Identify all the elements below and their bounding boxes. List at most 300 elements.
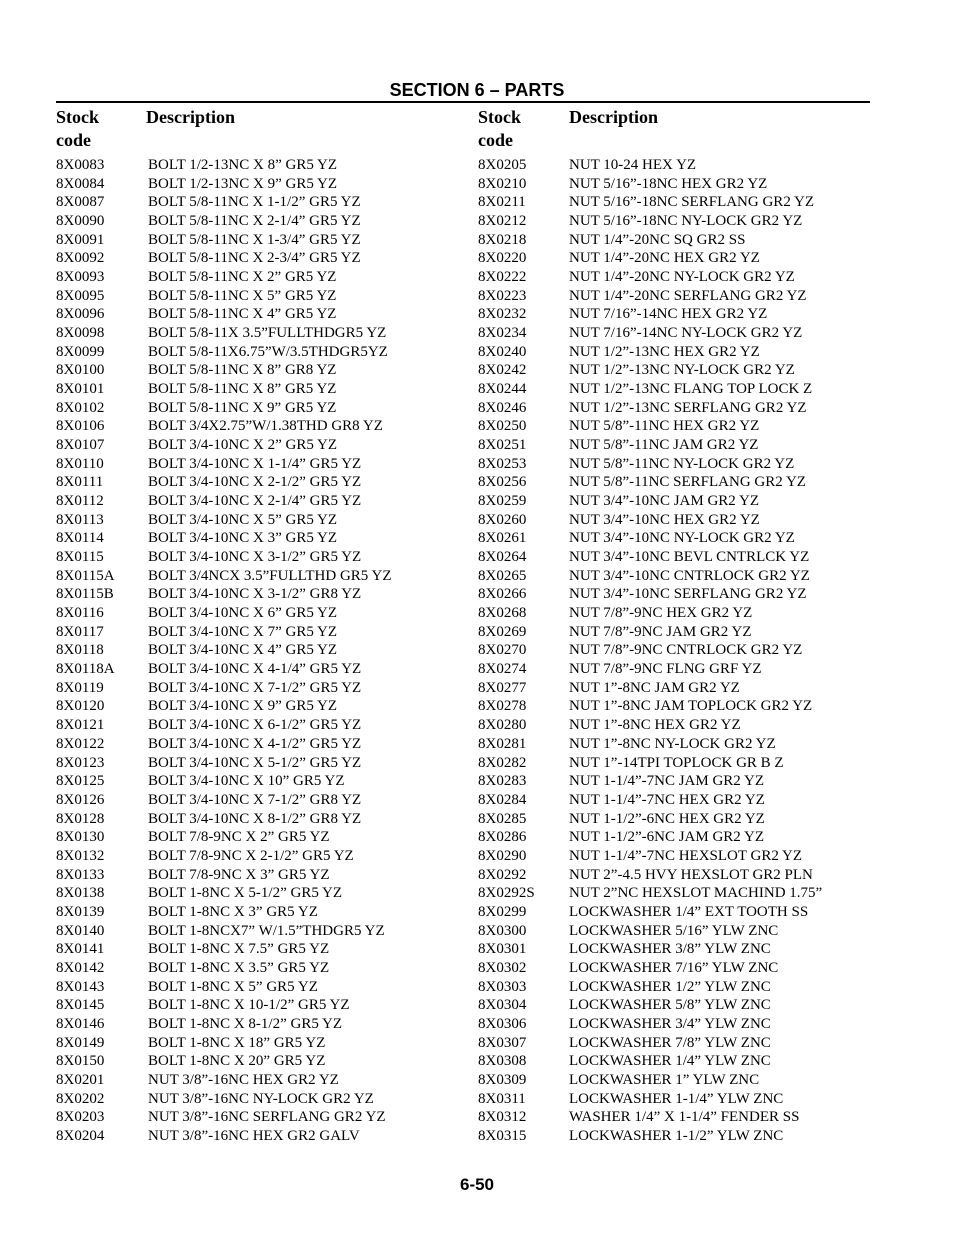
stock-code: 8X0268 (478, 605, 527, 622)
part-description: BOLT 1-8NC X 10-1/2” GR5 YZ (148, 997, 350, 1014)
stock-code: 8X0125 (56, 773, 105, 790)
part-row (56, 1127, 476, 1146)
stock-code: 8X0092 (56, 250, 105, 267)
part-row (56, 660, 476, 679)
part-description: BOLT 1-8NC X 3.5” GR5 YZ (148, 959, 330, 976)
part-row (56, 1071, 476, 1090)
stock-code: 8X0117 (56, 623, 104, 640)
part-description: BOLT 3/4-10NC X 7-1/2” GR8 YZ (148, 791, 362, 808)
part-row (478, 417, 870, 436)
stock-code: 8X0312 (478, 1109, 527, 1126)
stock-code: 8X0091 (56, 231, 105, 248)
part-row (478, 623, 870, 642)
stock-code: 8X0202 (56, 1090, 105, 1107)
part-description: LOCKWASHER 7/8” YLW ZNC (569, 1034, 771, 1051)
stock-code: 8X0123 (56, 754, 105, 771)
stock-code: 8X0234 (478, 325, 527, 342)
stock-code: 8X0259 (478, 493, 527, 510)
part-row (478, 287, 870, 306)
stock-code: 8X0107 (56, 437, 105, 454)
part-row (56, 1052, 476, 1071)
part-row (56, 1090, 476, 1109)
part-row (478, 567, 870, 586)
part-description: BOLT 5/8-11NC X 1-1/2” GR5 YZ (148, 194, 361, 211)
part-description: BOLT 5/8-11X6.75”W/3.5THDGR5YZ (148, 343, 388, 360)
part-row (478, 399, 870, 418)
part-description: NUT 5/8”-11NC HEX GR2 YZ (569, 418, 760, 435)
part-description: BOLT 1/2-13NC X 9” GR5 YZ (148, 175, 338, 192)
stock-code: 8X0308 (478, 1053, 527, 1070)
page-number: 6-50 (459, 1175, 495, 1194)
stock-code: 8X0146 (56, 1015, 105, 1032)
part-row (56, 1015, 476, 1034)
part-description: BOLT 5/8-11NC X 5” GR5 YZ (148, 287, 337, 304)
stock-code: 8X0132 (56, 847, 105, 864)
stock-code: 8X0084 (56, 175, 105, 192)
part-row (56, 324, 476, 343)
part-row (56, 791, 476, 810)
part-row (56, 529, 476, 548)
part-row (478, 492, 870, 511)
part-row (478, 791, 870, 810)
part-description: BOLT 3/4-10NC X 6” GR5 YZ (148, 605, 338, 622)
part-description: NUT 1-1/4”-7NC JAM GR2 YZ (569, 773, 764, 790)
part-row (56, 810, 476, 829)
stock-code: 8X0270 (478, 642, 527, 659)
part-row (56, 772, 476, 791)
part-description: BOLT 3/4-10NC X 10” GR5 YZ (148, 773, 345, 790)
part-row (56, 473, 476, 492)
part-row (56, 305, 476, 324)
stock-code: 8X0118 (56, 642, 104, 659)
part-row (56, 978, 476, 997)
part-description: NUT 1/4”-20NC NY-LOCK GR2 YZ (569, 269, 795, 286)
part-row (478, 660, 870, 679)
part-row (478, 847, 870, 866)
stock-code: 8X0282 (478, 754, 527, 771)
description-header: Description (569, 107, 658, 127)
part-row (478, 156, 870, 175)
stock-code: 8X0222 (478, 269, 527, 286)
part-row (478, 455, 870, 474)
stock-code: 8X0256 (478, 474, 527, 491)
stock-code: 8X0278 (478, 698, 527, 715)
part-row (56, 754, 476, 773)
stock-code: 8X0277 (478, 679, 527, 696)
part-description: NUT 7/8”-9NC FLNG GRF YZ (569, 661, 762, 678)
stock-code: 8X0242 (478, 362, 527, 379)
stock-code: 8X0266 (478, 586, 527, 603)
part-description: NUT 1/4”-20NC SQ GR2 SS (569, 231, 746, 248)
part-description: NUT 7/8”-9NC HEX GR2 YZ (569, 605, 753, 622)
stock-code: 8X0110 (56, 455, 104, 472)
header-rule (56, 101, 870, 103)
part-row (478, 585, 870, 604)
stock-code: 8X0083 (56, 157, 105, 173)
stock-code: 8X0112 (56, 493, 104, 510)
stock-code: 8X0205 (478, 157, 527, 173)
part-row (56, 903, 476, 922)
stock-code: 8X0139 (56, 903, 105, 920)
stock-code: 8X0093 (56, 269, 105, 286)
part-row (478, 436, 870, 455)
part-row (56, 417, 476, 436)
part-description: BOLT 3/4-10NC X 3-1/2” GR5 YZ (148, 549, 362, 566)
stock-code: 8X0141 (56, 941, 105, 958)
part-description: NUT 1/2”-13NC SERFLANG GR2 YZ (569, 399, 807, 416)
part-row (56, 828, 476, 847)
part-description: BOLT 1-8NC X 18” GR5 YZ (148, 1034, 326, 1051)
part-description: BOLT 3/4-10NC X 2-1/4” GR5 YZ (148, 493, 362, 510)
part-row (478, 175, 870, 194)
part-description: NUT 5/8”-11NC SERFLANG GR2 YZ (569, 474, 806, 491)
stock-code: 8X0292 (478, 866, 527, 883)
stock-code: 8X0090 (56, 213, 105, 230)
stock-code: 8X0210 (478, 175, 527, 192)
part-row (478, 922, 870, 941)
stock-code: 8X0115 (56, 549, 104, 566)
part-description: BOLT 3/4-10NC X 3-1/2” GR8 YZ (148, 586, 362, 603)
part-row (478, 716, 870, 735)
part-description: NUT 1/2”-13NC NY-LOCK GR2 YZ (569, 362, 795, 379)
parts-list-left (56, 156, 476, 1146)
stock-code: 8X0315 (478, 1127, 527, 1144)
stock-code: 8X0261 (478, 530, 527, 547)
stock-code: 8X0269 (478, 623, 527, 640)
stock-code: 8X0122 (56, 735, 105, 752)
stock-code: 8X0142 (56, 959, 105, 976)
part-row (56, 922, 476, 941)
stock-code: 8X0145 (56, 997, 105, 1014)
part-description: NUT 3/4”-10NC SERFLANG GR2 YZ (569, 586, 807, 603)
part-description: LOCKWASHER 5/16” YLW ZNC (569, 922, 779, 939)
part-row (478, 548, 870, 567)
part-row (478, 884, 870, 903)
stock-code: 8X0286 (478, 829, 527, 846)
stock-code: 8X0220 (478, 250, 527, 267)
stock-code: 8X0149 (56, 1034, 105, 1051)
stock-code-header (478, 106, 558, 152)
part-row (56, 641, 476, 660)
part-description: NUT 10-24 HEX YZ (569, 157, 697, 173)
part-row (478, 866, 870, 885)
stock-code: 8X0138 (56, 885, 105, 902)
part-description: BOLT 1-8NC X 7.5” GR5 YZ (148, 941, 330, 958)
stock-code: 8X0303 (478, 978, 527, 995)
part-row (478, 959, 870, 978)
part-row (56, 287, 476, 306)
stock-code: 8X0212 (478, 213, 527, 230)
part-description: BOLT 1-8NC X 5-1/2” GR5 YZ (148, 885, 343, 902)
part-row (56, 866, 476, 885)
part-row (478, 212, 870, 231)
stock-code: 8X0204 (56, 1127, 105, 1144)
stock-code: 8X0292S (478, 885, 535, 902)
part-description: NUT 5/8”-11NC JAM GR2 YZ (569, 437, 759, 454)
stock-code-header-line1: Stock (478, 107, 522, 127)
stock-code: 8X0250 (478, 418, 527, 435)
part-description: NUT 7/16”-14NC HEX GR2 YZ (569, 306, 768, 323)
parts-column-right (478, 106, 870, 1146)
part-description: NUT 7/8”-9NC CNTRLOCK GR2 YZ (569, 642, 803, 659)
part-description: NUT 7/8”-9NC JAM GR2 YZ (569, 623, 752, 640)
part-row (478, 810, 870, 829)
stock-code: 8X0101 (56, 381, 105, 398)
part-row (56, 361, 476, 380)
part-description: NUT 2”NC HEXSLOT MACHIND 1.75” (569, 885, 823, 902)
part-description: BOLT 3/4NCX 3.5”FULLTHD GR5 YZ (148, 567, 392, 584)
stock-code: 8X0246 (478, 399, 527, 416)
part-description: BOLT 3/4-10NC X 4-1/2” GR5 YZ (148, 735, 362, 752)
stock-code: 8X0307 (478, 1034, 527, 1051)
part-description: NUT 3/4”-10NC NY-LOCK GR2 YZ (569, 530, 795, 547)
part-row (56, 156, 476, 175)
part-description: LOCKWASHER 3/8” YLW ZNC (569, 941, 771, 958)
stock-code: 8X0203 (56, 1109, 105, 1126)
part-row (478, 1127, 870, 1146)
part-row (56, 623, 476, 642)
part-row (478, 641, 870, 660)
part-description: BOLT 1-8NC X 8-1/2” GR5 YZ (148, 1015, 343, 1032)
part-row (56, 268, 476, 287)
part-row (478, 1015, 870, 1034)
stock-code: 8X0265 (478, 567, 527, 584)
stock-code: 8X0106 (56, 418, 105, 435)
stock-code: 8X0115A (56, 567, 115, 584)
stock-code: 8X0099 (56, 343, 105, 360)
stock-code: 8X0240 (478, 343, 527, 360)
part-row (478, 380, 870, 399)
stock-code: 8X0211 (478, 194, 526, 211)
part-description: BOLT 1/2-13NC X 8” GR5 YZ (148, 157, 338, 173)
part-row (56, 585, 476, 604)
stock-code: 8X0102 (56, 399, 105, 416)
stock-code: 8X0113 (56, 511, 104, 528)
part-row (56, 175, 476, 194)
part-row (56, 231, 476, 250)
part-row (478, 1108, 870, 1127)
column-header-right (478, 106, 870, 156)
part-description: BOLT 1-8NCX7” W/1.5”THDGR5 YZ (148, 922, 385, 939)
part-description: BOLT 5/8-11NC X 4” GR5 YZ (148, 306, 337, 323)
stock-code: 8X0260 (478, 511, 527, 528)
part-row (478, 772, 870, 791)
part-row (56, 249, 476, 268)
part-description: NUT 3/8”-16NC HEX GR2 GALV (148, 1127, 360, 1144)
part-row (478, 231, 870, 250)
part-description: BOLT 3/4-10NC X 8-1/2” GR8 YZ (148, 810, 362, 827)
part-row (56, 193, 476, 212)
part-row (56, 567, 476, 586)
part-row (478, 268, 870, 287)
stock-code: 8X0284 (478, 791, 527, 808)
part-row (478, 529, 870, 548)
part-description: BOLT 5/8-11NC X 9” GR5 YZ (148, 399, 337, 416)
part-description: BOLT 5/8-11X 3.5”FULLTHDGR5 YZ (148, 325, 387, 342)
stock-code: 8X0114 (56, 530, 104, 547)
part-description: LOCKWASHER 1” YLW ZNC (569, 1071, 760, 1088)
stock-code: 8X0119 (56, 679, 104, 696)
part-row (478, 604, 870, 623)
part-row (478, 1090, 870, 1109)
part-description: BOLT 3/4X2.75”W/1.38THD GR8 YZ (148, 418, 383, 435)
part-description: BOLT 3/4-10NC X 7-1/2” GR5 YZ (148, 679, 362, 696)
part-row (478, 305, 870, 324)
part-description: BOLT 3/4-10NC X 2” GR5 YZ (148, 437, 338, 454)
part-description: BOLT 7/8-9NC X 3” GR5 YZ (148, 866, 330, 883)
part-description: WASHER 1/4” X 1-1/4” FENDER SS (569, 1109, 800, 1126)
part-description: BOLT 3/4-10NC X 5-1/2” GR5 YZ (148, 754, 362, 771)
part-row (478, 343, 870, 362)
part-row (56, 212, 476, 231)
part-row (478, 249, 870, 268)
part-description: NUT 3/8”-16NC HEX GR2 YZ (148, 1071, 339, 1088)
stock-code: 8X0133 (56, 866, 105, 883)
part-description: NUT 1”-8NC JAM GR2 YZ (569, 679, 740, 696)
part-description: BOLT 3/4-10NC X 1-1/4” GR5 YZ (148, 455, 362, 472)
part-description: BOLT 3/4-10NC X 4-1/4” GR5 YZ (148, 661, 362, 678)
part-row (478, 697, 870, 716)
stock-code: 8X0120 (56, 698, 105, 715)
stock-code: 8X0264 (478, 549, 527, 566)
part-description: LOCKWASHER 1-1/2” YLW ZNC (569, 1127, 784, 1144)
part-row (478, 903, 870, 922)
part-description: BOLT 3/4-10NC X 9” GR5 YZ (148, 698, 338, 715)
part-description: NUT 1”-8NC NY-LOCK GR2 YZ (569, 735, 776, 752)
stock-code: 8X0150 (56, 1053, 105, 1070)
part-row (56, 847, 476, 866)
part-description: NUT 5/16”-18NC SERFLANG GR2 YZ (569, 194, 815, 211)
part-row (478, 754, 870, 773)
part-description: LOCKWASHER 3/4” YLW ZNC (569, 1015, 771, 1032)
part-description: NUT 1”-8NC HEX GR2 YZ (569, 717, 741, 734)
part-row (56, 716, 476, 735)
part-description: NUT 5/16”-18NC NY-LOCK GR2 YZ (569, 213, 803, 230)
stock-code: 8X0301 (478, 941, 527, 958)
part-row (56, 697, 476, 716)
parts-column-left (56, 106, 476, 1146)
stock-code: 8X0111 (56, 474, 104, 491)
stock-code: 8X0309 (478, 1071, 527, 1088)
part-description: BOLT 3/4-10NC X 2-1/2” GR5 YZ (148, 474, 362, 491)
part-row (478, 324, 870, 343)
part-description: LOCKWASHER 1/2” YLW ZNC (569, 978, 771, 995)
part-row (478, 978, 870, 997)
part-row (478, 1034, 870, 1053)
stock-code: 8X0128 (56, 810, 105, 827)
stock-code: 8X0087 (56, 194, 105, 211)
stock-code-header (56, 106, 136, 152)
part-row (56, 959, 476, 978)
part-row (56, 996, 476, 1015)
part-description: NUT 1/4”-20NC HEX GR2 YZ (569, 250, 760, 267)
part-description: BOLT 3/4-10NC X 7” GR5 YZ (148, 623, 338, 640)
stock-code: 8X0253 (478, 455, 527, 472)
part-description: LOCKWASHER 1/4” EXT TOOTH SS (569, 903, 809, 920)
stock-code: 8X0304 (478, 997, 527, 1014)
stock-code: 8X0115B (56, 586, 114, 603)
stock-code: 8X0251 (478, 437, 527, 454)
part-row (56, 940, 476, 959)
stock-code: 8X0290 (478, 847, 527, 864)
part-row (56, 735, 476, 754)
part-row (56, 399, 476, 418)
part-description: NUT 3/4”-10NC HEX GR2 YZ (569, 511, 760, 528)
part-row (478, 828, 870, 847)
stock-code: 8X0232 (478, 306, 527, 323)
stock-code-header-line2: code (56, 130, 91, 150)
stock-code: 8X0116 (56, 605, 104, 622)
part-description: BOLT 5/8-11NC X 2-3/4” GR5 YZ (148, 250, 361, 267)
part-row (478, 473, 870, 492)
part-description: NUT 1-1/2”-6NC JAM GR2 YZ (569, 829, 764, 846)
stock-code: 8X0244 (478, 381, 527, 398)
part-description: BOLT 5/8-11NC X 8” GR8 YZ (148, 362, 337, 379)
stock-code: 8X0098 (56, 325, 105, 342)
part-row (56, 511, 476, 530)
part-row (478, 735, 870, 754)
column-header-left (56, 106, 476, 156)
part-description: BOLT 1-8NC X 5” GR5 YZ (148, 978, 318, 995)
stock-code: 8X0280 (478, 717, 527, 734)
part-description: BOLT 1-8NC X 20” GR5 YZ (148, 1053, 326, 1070)
part-row (478, 361, 870, 380)
part-description: NUT 3/4”-10NC CNTRLOCK GR2 YZ (569, 567, 810, 584)
part-row (56, 436, 476, 455)
part-row (56, 492, 476, 511)
stock-code: 8X0299 (478, 903, 527, 920)
part-row (56, 455, 476, 474)
part-description: NUT 3/4”-10NC BEVL CNTRLCK YZ (569, 549, 810, 566)
stock-code: 8X0126 (56, 791, 105, 808)
stock-code: 8X0095 (56, 287, 105, 304)
stock-code: 8X0302 (478, 959, 527, 976)
stock-code: 8X0218 (478, 231, 527, 248)
stock-code: 8X0100 (56, 362, 105, 379)
part-description: BOLT 3/4-10NC X 5” GR5 YZ (148, 511, 338, 528)
part-row (56, 380, 476, 399)
part-description: NUT 3/4”-10NC JAM GR2 YZ (569, 493, 759, 510)
part-row (478, 940, 870, 959)
part-description: NUT 1-1/4”-7NC HEX GR2 YZ (569, 791, 765, 808)
stock-code: 8X0121 (56, 717, 105, 734)
stock-code: 8X0300 (478, 922, 527, 939)
stock-code: 8X0140 (56, 922, 105, 939)
part-row (478, 679, 870, 698)
stock-code: 8X0118A (56, 661, 115, 678)
part-description: NUT 1-1/2”-6NC HEX GR2 YZ (569, 810, 765, 827)
part-description: NUT 1/2”-13NC FLANG TOP LOCK Z (569, 381, 813, 398)
part-description: BOLT 3/4-10NC X 6-1/2” GR5 YZ (148, 717, 362, 734)
stock-code: 8X0096 (56, 306, 105, 323)
part-description: NUT 1”-8NC JAM TOPLOCK GR2 YZ (569, 698, 813, 715)
part-description: BOLT 5/8-11NC X 2-1/4” GR5 YZ (148, 213, 361, 230)
part-description: LOCKWASHER 1/4” YLW ZNC (569, 1053, 771, 1070)
stock-code: 8X0274 (478, 661, 527, 678)
part-row (478, 511, 870, 530)
part-description: BOLT 3/4-10NC X 3” GR5 YZ (148, 530, 338, 547)
part-description: BOLT 7/8-9NC X 2” GR5 YZ (148, 829, 330, 846)
part-description: BOLT 7/8-9NC X 2-1/2” GR5 YZ (148, 847, 354, 864)
part-row (56, 1034, 476, 1053)
part-description: NUT 1/4”-20NC SERFLANG GR2 YZ (569, 287, 807, 304)
part-row (56, 604, 476, 623)
part-description: NUT 1”-14TPI TOPLOCK GR B Z (569, 754, 784, 771)
stock-code: 8X0223 (478, 287, 527, 304)
stock-code: 8X0306 (478, 1015, 527, 1032)
part-description: NUT 3/8”-16NC NY-LOCK GR2 YZ (148, 1090, 374, 1107)
part-description: BOLT 3/4-10NC X 4” GR5 YZ (148, 642, 338, 659)
